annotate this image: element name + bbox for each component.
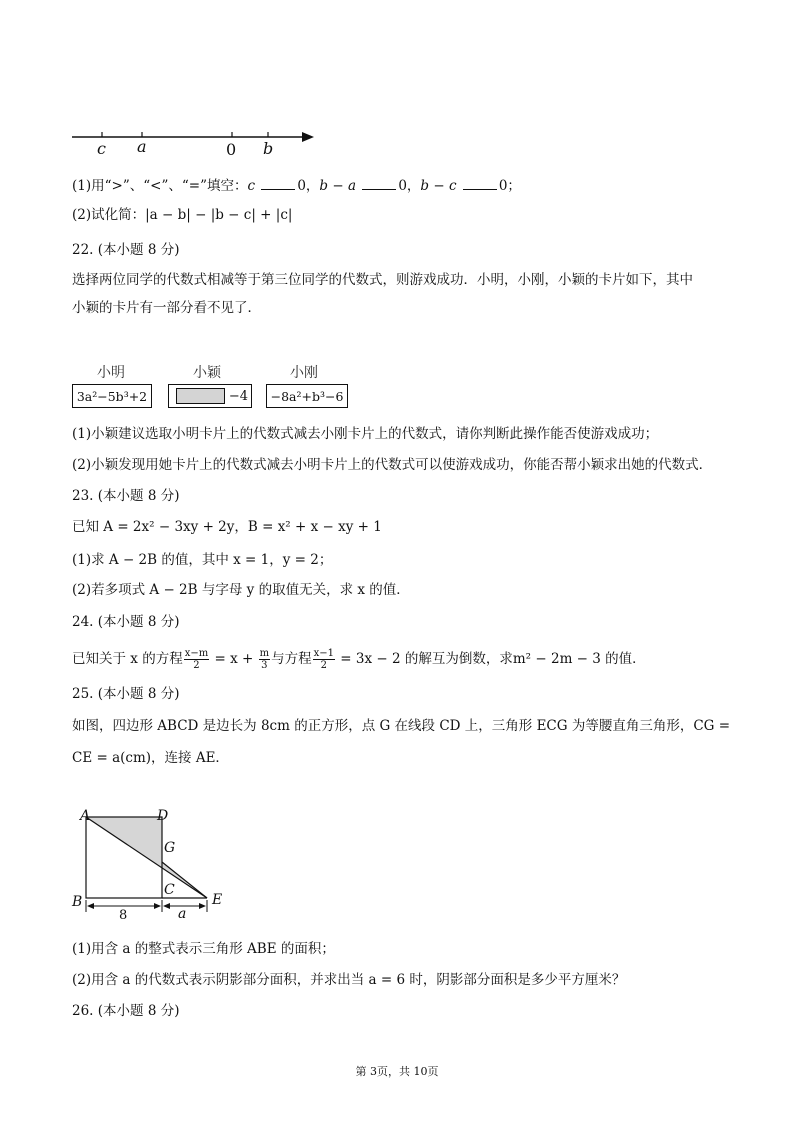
figure-length-a: a [178,906,187,922]
square-figure [70,806,230,924]
figure-label-D: D [157,808,169,824]
card-xiaoying: −4 [168,384,252,408]
q25-text-line1: 如图，四边形 ABCD 是边长为 8cm 的正方形，点 G 在线段 CD 上，三角形 ECG 为等腰直角三角形，CG = [72,718,731,734]
number-line-label-b: b [263,139,274,158]
q25-text-line2: CE = a(cm)，连接 AE． [72,750,229,766]
fraction-1: $\frac{x-m}{2}$ [184,648,209,671]
q21-part1: (1)用“>”、“<”、“=”填空：c 0，b − a 0，b − c 0； [72,178,521,194]
number-line-label-a: a [137,137,147,156]
number-line [70,126,320,160]
q26-header: 26. (本小题 8 分) [72,1003,180,1019]
q22-part1: (1)小颖建议选取小明卡片上的代数式减去小刚卡片上的代数式，请你判断此操作能否使游戏成功； [72,426,659,442]
answer-blank-1[interactable] [261,177,295,190]
figure-label-A: A [80,808,91,824]
q25-part2: (2)用含 a 的代数式表示阴影部分面积，并求出当 a = 6 时，阴影部分面积是多少平方厘米？ [72,972,626,988]
fraction-3: $\frac{x-1}{2}$ [313,648,334,671]
card-label-xiaoying: 小颖 [193,365,221,381]
q22-text-line2: 小颖的卡片有一部分看不见了． [72,300,261,316]
page-footer: 第 3页，共 10页 [355,1065,439,1078]
number-line-label-c: c [97,139,106,158]
answer-blank-2[interactable] [362,177,396,190]
q25-part1: (1)用含 a 的整式表示三角形 ABE 的面积； [72,941,335,957]
card-xiaoming: 3a²−5b³+2 [72,384,152,408]
q23-header: 23. (本小题 8 分) [72,488,180,504]
q25-header: 25. (本小题 8 分) [72,686,180,702]
q24-header: 24. (本小题 8 分) [72,614,180,630]
q22-part2: (2)小颖发现用她卡片上的代数式减去小明卡片上的代数式可以使游戏成功，你能否帮小颖求出她的代数式． [72,457,713,473]
figure-label-C: C [164,882,175,898]
q21-part2: (2)试化简：|a − b| − |b − c| + |c| [72,207,293,223]
q24-equation: 已知关于 x 的方程 $\frac{x-m}{2}$ = x + $\frac{m}{3}$ 与方程 $\frac{x-1}{2}$ = 3x − 2 的解互为倒数，求m² − 2m − 3 的值． [72,648,646,671]
q23-part1: (1)求 A − 2B 的值，其中 x = 1，y = 2； [72,552,333,568]
figure-label-G: G [164,840,176,856]
figure-label-E: E [212,892,223,908]
figure-length-8: 8 [119,908,128,923]
card-label-xiaoming: 小明 [97,365,125,381]
fraction-2: $\frac{m}{3}$ [259,648,270,671]
q23-part2: (2)若多项式 A − 2B 与字母 y 的取值无关，求 x 的值． [72,582,410,598]
number-line-label-zero: 0 [226,140,237,159]
figure-label-B: B [72,894,83,910]
card-label-xiaogang: 小刚 [290,365,318,381]
card-xiaogang: −8a²+b³−6 [266,384,348,408]
hidden-card-part [176,388,225,404]
q22-text-line1: 选择两位同学的代数式相减等于第三位同学的代数式，则游戏成功．小明，小刚，小颖的卡片如下，其中 [72,272,693,288]
answer-blank-3[interactable] [463,177,497,190]
q22-header: 22. (本小题 8 分) [72,242,180,258]
q23-given: 已知 A = 2x² − 3xy + 2y，B = x² + x − xy + 1 [72,519,382,535]
